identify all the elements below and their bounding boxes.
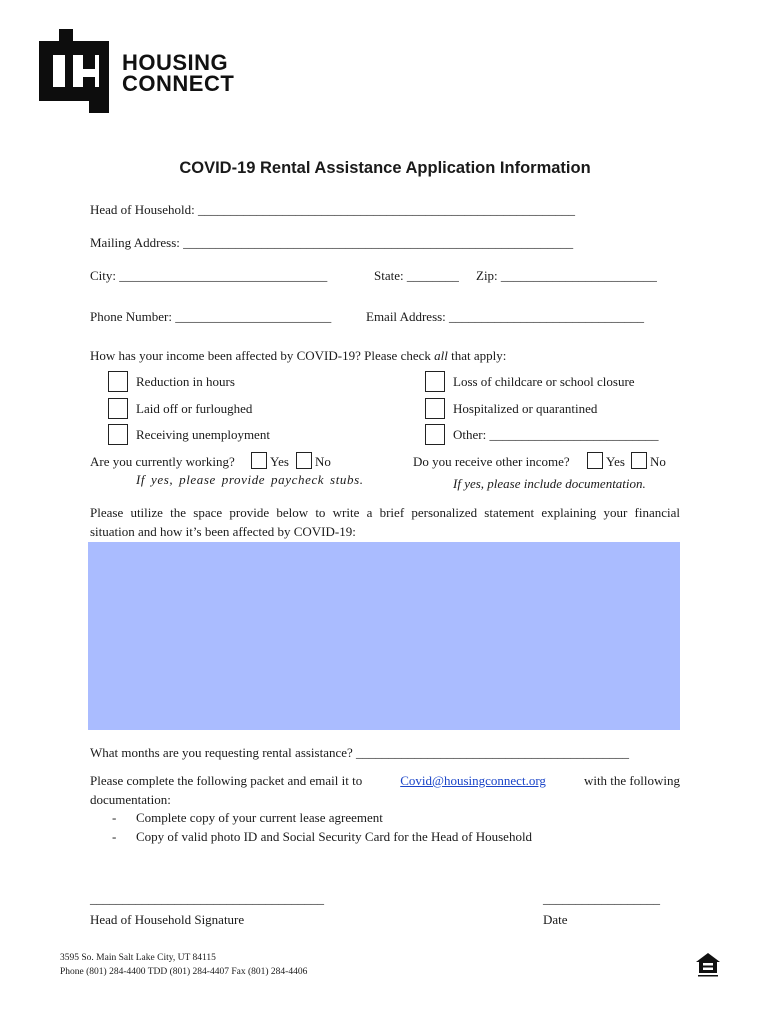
working-note: If yes, please provide paycheck stubs.: [136, 472, 364, 487]
list-item-lease: Complete copy of your current lease agreement: [136, 810, 383, 825]
city-field[interactable]: City: ________________________________: [90, 268, 328, 283]
checkbox-working-no[interactable]: [296, 452, 312, 469]
date-line[interactable]: __________________: [543, 891, 660, 906]
state-field[interactable]: State: ________: [374, 268, 459, 283]
checkbox-unemployment[interactable]: [108, 424, 128, 445]
checkbox-laid-off[interactable]: [108, 398, 128, 419]
date-label: Date: [543, 912, 568, 927]
checkbox-working-yes[interactable]: [251, 452, 267, 469]
list-bullet: -: [112, 829, 117, 844]
packet-text-end: with the following: [583, 773, 680, 788]
option-childcare: Loss of childcare or school closure: [453, 374, 635, 389]
income-question-end: that apply:: [447, 348, 507, 363]
other-income-note: If yes, please include documentation.: [453, 476, 646, 491]
checkbox-other-income-yes[interactable]: [587, 452, 603, 469]
option-unemployment: Receiving unemployment: [136, 427, 270, 442]
housing-connect-logo-icon: [39, 29, 109, 113]
statement-textarea[interactable]: [88, 542, 680, 730]
other-income-question: Do you receive other income?: [413, 454, 570, 469]
packet-instructions-line-1: [90, 773, 680, 789]
head-of-household-field[interactable]: Head of Household: __________________________________________________________: [90, 202, 575, 217]
packet-text-start: Please complete the following packet and email it to: [90, 773, 363, 788]
logo-line-2: CONNECT: [122, 71, 235, 96]
working-no-label: No: [315, 454, 331, 469]
contact-email-link[interactable]: Covid@housingconnect.org: [400, 773, 546, 788]
list-item-id: Copy of valid photo ID and Social Security Card for the Head of Household: [136, 829, 533, 844]
mailing-address-field[interactable]: Mailing Address: ____________________________________________________________: [90, 235, 574, 250]
months-requested-field[interactable]: What months are you requesting rental assistance? __________________________________________: [90, 745, 630, 760]
other-income-no-label: No: [650, 454, 666, 469]
signature-label: Head of Household Signature: [90, 912, 245, 927]
email-address-field[interactable]: Email Address: ______________________________: [366, 309, 645, 324]
checkbox-other[interactable]: [425, 424, 445, 445]
signature-line[interactable]: ____________________________________: [90, 891, 324, 906]
checkbox-hospitalized[interactable]: [425, 398, 445, 419]
income-question-emphasis: all: [434, 348, 448, 363]
income-question-text: How has your income been affected by COVID-19? Please check: [90, 348, 435, 363]
option-reduction-in-hours: Reduction in hours: [136, 374, 235, 389]
checkbox-reduction-in-hours[interactable]: [108, 371, 128, 392]
packet-instructions-line-2: documentation:: [90, 792, 171, 807]
footer-phones: Phone (801) 284-4400 TDD (801) 284-4407 Fax (801) 284-4406: [60, 967, 308, 977]
footer-address: 3595 So. Main Salt Lake City, UT 84115: [60, 953, 216, 963]
working-yes-label: Yes: [270, 454, 289, 469]
checkbox-other-income-no[interactable]: [631, 452, 647, 469]
statement-instructions-line-2: situation and how it’s been affected by COVID-19:: [90, 524, 356, 539]
working-question: Are you currently working?: [90, 454, 235, 469]
list-bullet: -: [112, 810, 117, 825]
option-hospitalized: Hospitalized or quarantined: [453, 401, 598, 416]
logo-line-1: HOUSING: [122, 50, 229, 75]
zip-field[interactable]: Zip: ________________________: [476, 268, 657, 283]
phone-number-field[interactable]: Phone Number: ________________________: [90, 309, 332, 324]
income-question: [90, 348, 506, 364]
other-income-yes-label: Yes: [606, 454, 625, 469]
option-other[interactable]: Other: __________________________: [453, 427, 659, 442]
option-laid-off: Laid off or furloughed: [136, 401, 253, 416]
page-title: COVID-19 Rental Assistance Application Information: [179, 159, 591, 177]
equal-housing-icon: [694, 951, 722, 979]
checkbox-childcare[interactable]: [425, 371, 445, 392]
statement-instructions-line-1: Please utilize the space provide below to write a brief personalized statement explaining your financial: [90, 505, 680, 520]
